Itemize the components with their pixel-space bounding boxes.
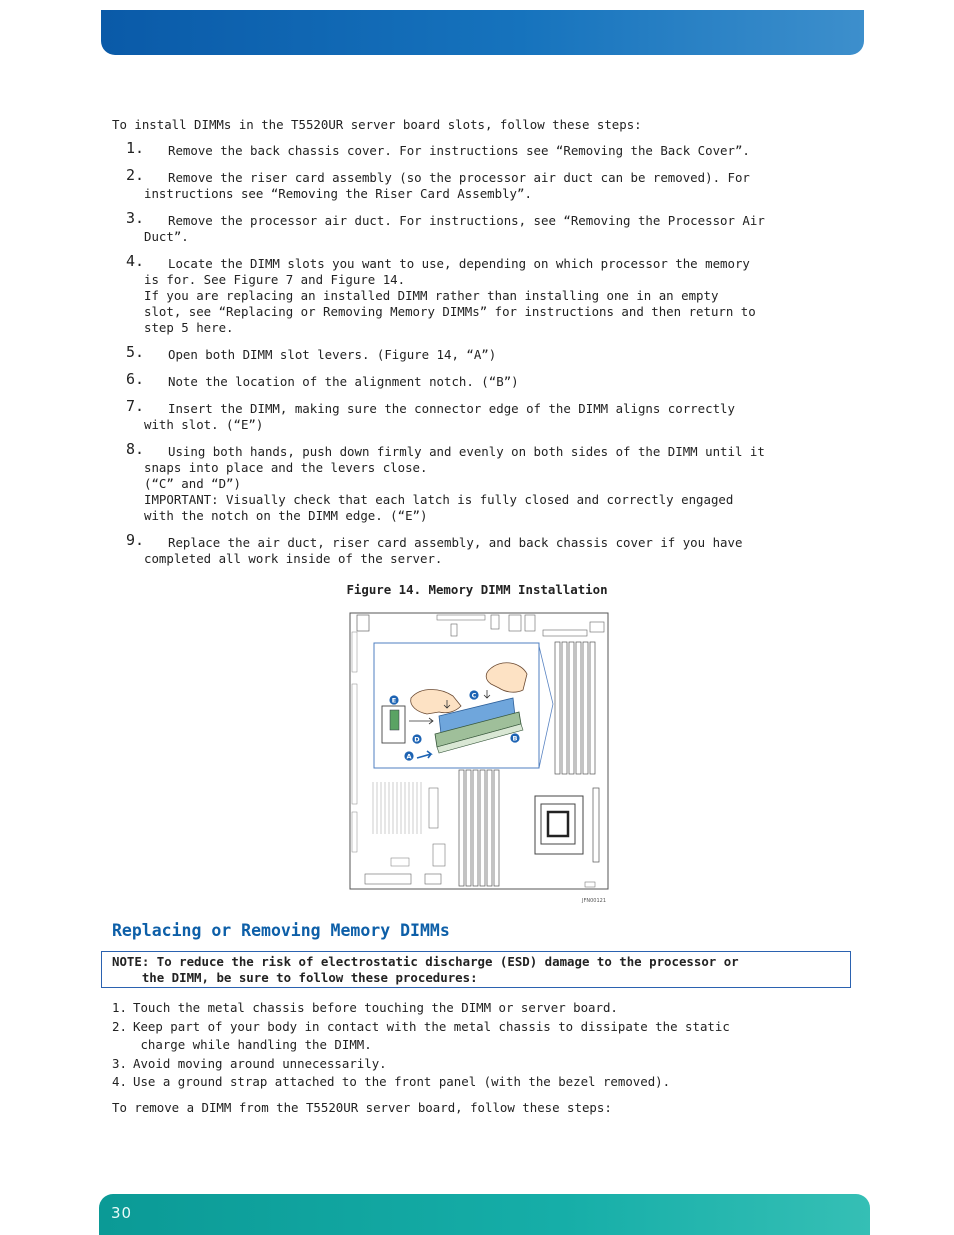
- step-text: Remove the back chassis cover. For instructions see “Removing the Back Cover”.: [168, 143, 750, 158]
- step-number: 5.: [126, 343, 145, 361]
- page-number: 30: [111, 1204, 133, 1222]
- step-number: 6.: [126, 370, 145, 388]
- step-number: 9.: [126, 531, 145, 549]
- step-text: Using both hands, push down firmly and evenly on both sides of the DIMM until it snaps into place and the levers close. (“C” and “D”) IMPORTANT: Visually check that each latch is fully closed and correctly engaged with the notch on the DIMM edge. (“E”): [144, 444, 765, 523]
- step-1: [112, 139, 852, 159]
- intro-text: To install DIMMs in the T5520UR server board slots, follow these steps:: [112, 117, 642, 132]
- callout-b: B: [512, 734, 518, 743]
- esd-steps-list: [112, 999, 852, 1092]
- esd-step-2: [112, 1018, 852, 1055]
- esd-step-4: [112, 1073, 852, 1092]
- step-number: 4.: [126, 252, 145, 270]
- step-2: [112, 166, 852, 202]
- step-number: 2.: [126, 166, 145, 184]
- step-text: Note the location of the alignment notch. (“B”): [168, 374, 519, 389]
- step-number: 3.: [126, 209, 145, 227]
- figure-code: JFN00121: [582, 898, 606, 904]
- esd-step-text: Avoid moving around unnecessarily.: [133, 1055, 387, 1071]
- step-4: [112, 252, 852, 336]
- step-5: [112, 343, 852, 363]
- step-text: Remove the processor air duct. For instructions, see “Removing the Processor Air Duct”.: [144, 213, 765, 244]
- step-3: [112, 209, 852, 245]
- esd-step-number: 2.: [112, 1018, 127, 1034]
- callout-e: E: [391, 696, 397, 705]
- step-text: Replace the air duct, riser card assembly, and back chassis cover if you have completed all work inside of the server.: [144, 535, 743, 566]
- step-text: Remove the riser card assembly (so the processor air duct can be removed). For instructions see “Removing the Riser Card Assembly”.: [144, 170, 750, 201]
- footer-bar: [99, 1194, 870, 1235]
- step-9: [112, 531, 852, 567]
- step-text: Insert the DIMM, making sure the connector edge of the DIMM aligns correctly with slot. (“E”): [144, 401, 735, 432]
- install-steps-list: [112, 139, 852, 578]
- esd-step-text: Keep part of your body in contact with the metal chassis to dissipate the static charge while handling the DIMM.: [133, 1018, 730, 1052]
- header-bar: [101, 10, 864, 55]
- esd-step-number: 1.: [112, 1000, 127, 1015]
- section-title: Replacing or Removing Memory DIMMs: [112, 921, 450, 940]
- callout-d: D: [414, 735, 420, 744]
- esd-step-number: 4.: [112, 1074, 127, 1089]
- step-number: 7.: [126, 397, 145, 415]
- step-text: Open both DIMM slot levers. (Figure 14, “A”): [168, 347, 497, 362]
- step-number: 1.: [126, 139, 145, 157]
- step-7: [112, 397, 852, 433]
- callout-c: C: [471, 691, 477, 700]
- outro-text: To remove a DIMM from the T5520UR server board, follow these steps:: [112, 1100, 612, 1115]
- figure-caption: Figure 14. Memory DIMM Installation: [346, 582, 608, 597]
- dimm-installation-figure: [349, 612, 609, 906]
- esd-step-1: [112, 999, 852, 1018]
- step-text: Locate the DIMM slots you want to use, depending on which processor the memory is for. See Figure 7 and Figure 14. If you are replacing an installed DIMM rather than installing one in an empty slot, see “Replacing or Removing Memory DIMMs” for instructions and then return to step 5 here.: [144, 256, 756, 335]
- esd-step-text: Touch the metal chassis before touching the DIMM or server board.: [133, 1000, 618, 1015]
- step-8: [112, 440, 852, 524]
- esd-step-text: Use a ground strap attached to the front panel (with the bezel removed).: [133, 1074, 671, 1089]
- esd-step-3: [112, 1055, 852, 1074]
- esd-note-box: [101, 951, 851, 988]
- esd-note-text: NOTE: To reduce the risk of electrostatic discharge (ESD) damage to the processor or the DIMM, be sure to follow these procedures:: [112, 954, 739, 985]
- esd-step-number: 3.: [112, 1055, 127, 1071]
- step-number: 8.: [126, 440, 145, 458]
- step-6: [112, 370, 852, 390]
- callout-a: A: [406, 752, 412, 761]
